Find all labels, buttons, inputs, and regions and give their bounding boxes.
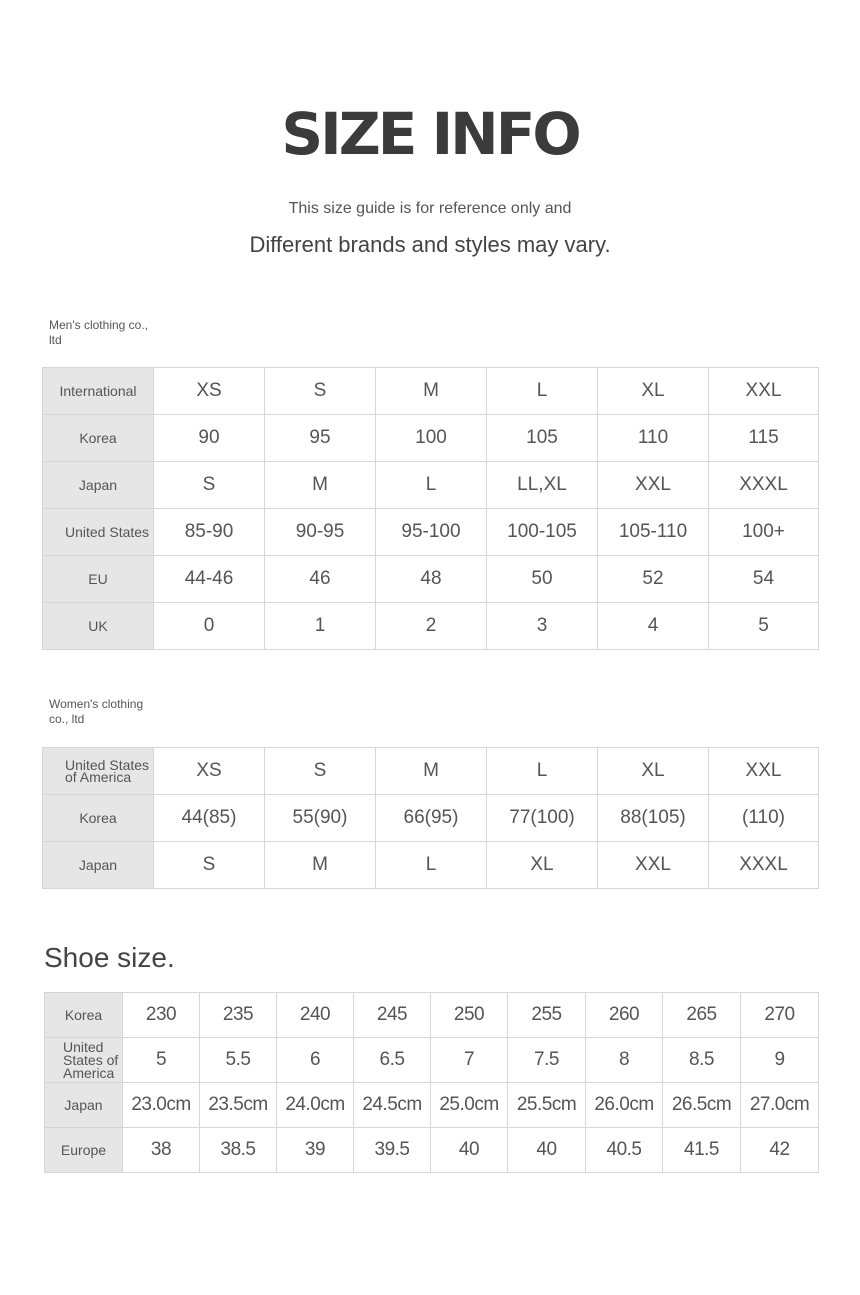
- table-cell: 6.5: [354, 1038, 431, 1083]
- table-cell: 110: [598, 415, 709, 462]
- table-cell: 245: [354, 993, 431, 1038]
- table-cell: L: [376, 462, 487, 509]
- table-cell: 41.5: [663, 1128, 741, 1173]
- table-row: [45, 1038, 819, 1083]
- table-cell: M: [376, 748, 487, 795]
- table-cell: 27.0cm: [741, 1083, 819, 1128]
- table-cell: XXL: [598, 842, 709, 889]
- table-cell: 40: [508, 1128, 586, 1173]
- row-header: Japan: [45, 1083, 123, 1128]
- table-row: [43, 509, 819, 556]
- table-cell: 4: [598, 603, 709, 650]
- table-cell: S: [154, 842, 265, 889]
- table-cell: 44-46: [154, 556, 265, 603]
- table-cell: LL,XL: [487, 462, 598, 509]
- row-header: United States of America: [43, 748, 154, 795]
- table-cell: 24.5cm: [354, 1083, 431, 1128]
- table-cell: XS: [154, 368, 265, 415]
- table-row: [43, 368, 819, 415]
- table-row: [43, 748, 819, 795]
- page-title: SIZE INFO: [281, 100, 579, 168]
- table-cell: 235: [200, 993, 277, 1038]
- table-cell: 39: [277, 1128, 354, 1173]
- table-row: [45, 1083, 819, 1128]
- table-cell: 85-90: [154, 509, 265, 556]
- table-cell: XL: [598, 748, 709, 795]
- table-cell: L: [487, 368, 598, 415]
- table-cell: 8.5: [663, 1038, 741, 1083]
- table-cell: 42: [741, 1128, 819, 1173]
- table-cell: 5: [709, 603, 819, 650]
- table-cell: XXXL: [709, 842, 819, 889]
- table-cell: (110): [709, 795, 819, 842]
- table-cell: 230: [123, 993, 200, 1038]
- table-cell: 7.5: [508, 1038, 586, 1083]
- table-row: [43, 795, 819, 842]
- shoe-size-table: [44, 992, 819, 1173]
- table-cell: 9: [741, 1038, 819, 1083]
- table-row: [43, 462, 819, 509]
- row-header: United States: [43, 509, 154, 556]
- table-cell: 1: [265, 603, 376, 650]
- table-cell: M: [376, 368, 487, 415]
- table-cell: 52: [598, 556, 709, 603]
- table-cell: L: [376, 842, 487, 889]
- row-header: EU: [43, 556, 154, 603]
- table-cell: 270: [741, 993, 819, 1038]
- table-row: [43, 556, 819, 603]
- womens-section-label: Women's clothing co., ltd: [49, 697, 144, 726]
- table-cell: 90-95: [265, 509, 376, 556]
- table-cell: 38: [123, 1128, 200, 1173]
- row-header: Korea: [43, 795, 154, 842]
- table-row: [45, 1128, 819, 1173]
- table-cell: 8: [586, 1038, 663, 1083]
- table-cell: 2: [376, 603, 487, 650]
- row-header: Europe: [45, 1128, 123, 1173]
- table-cell: XL: [487, 842, 598, 889]
- table-cell: 100: [376, 415, 487, 462]
- table-cell: 40: [431, 1128, 508, 1173]
- table-cell: 54: [709, 556, 819, 603]
- table-cell: 7: [431, 1038, 508, 1083]
- table-cell: 26.5cm: [663, 1083, 741, 1128]
- table-cell: 105-110: [598, 509, 709, 556]
- table-row: [45, 993, 819, 1038]
- table-cell: L: [487, 748, 598, 795]
- table-cell: XL: [598, 368, 709, 415]
- table-cell: 50: [487, 556, 598, 603]
- table-cell: 265: [663, 993, 741, 1038]
- table-cell: 66(95): [376, 795, 487, 842]
- table-row: [43, 842, 819, 889]
- table-cell: 23.5cm: [200, 1083, 277, 1128]
- table-cell: M: [265, 842, 376, 889]
- table-cell: S: [265, 748, 376, 795]
- shoe-section-title: Shoe size.: [44, 942, 175, 973]
- mens-size-table: [42, 367, 819, 650]
- table-cell: 23.0cm: [123, 1083, 200, 1128]
- table-cell: 255: [508, 993, 586, 1038]
- table-cell: 250: [431, 993, 508, 1038]
- table-cell: 115: [709, 415, 819, 462]
- table-cell: 95-100: [376, 509, 487, 556]
- table-cell: 240: [277, 993, 354, 1038]
- table-row: [43, 415, 819, 462]
- row-header: Japan: [43, 462, 154, 509]
- table-cell: 38.5: [200, 1128, 277, 1173]
- table-cell: 40.5: [586, 1128, 663, 1173]
- row-header: International: [43, 368, 154, 415]
- womens-size-table: [42, 747, 819, 889]
- table-cell: 6: [277, 1038, 354, 1083]
- table-cell: 90: [154, 415, 265, 462]
- table-cell: 5: [123, 1038, 200, 1083]
- table-cell: 3: [487, 603, 598, 650]
- row-header: United States of America: [45, 1038, 123, 1083]
- table-cell: 100+: [709, 509, 819, 556]
- table-cell: 105: [487, 415, 598, 462]
- table-cell: 100-105: [487, 509, 598, 556]
- table-cell: 95: [265, 415, 376, 462]
- table-cell: XXXL: [709, 462, 819, 509]
- table-cell: 55(90): [265, 795, 376, 842]
- table-cell: 0: [154, 603, 265, 650]
- row-header: Korea: [43, 415, 154, 462]
- table-cell: 46: [265, 556, 376, 603]
- table-cell: 24.0cm: [277, 1083, 354, 1128]
- table-cell: 77(100): [487, 795, 598, 842]
- subtitle-line-2: Different brands and styles may vary.: [249, 232, 611, 257]
- table-cell: S: [154, 462, 265, 509]
- table-cell: 25.0cm: [431, 1083, 508, 1128]
- mens-section-label: Men's clothing co., ltd: [49, 318, 149, 347]
- table-cell: XXL: [709, 368, 819, 415]
- table-cell: M: [265, 462, 376, 509]
- row-header: Korea: [45, 993, 123, 1038]
- table-cell: 26.0cm: [586, 1083, 663, 1128]
- table-cell: S: [265, 368, 376, 415]
- table-cell: XS: [154, 748, 265, 795]
- table-cell: 260: [586, 993, 663, 1038]
- table-row: [43, 603, 819, 650]
- table-cell: 48: [376, 556, 487, 603]
- table-cell: 5.5: [200, 1038, 277, 1083]
- row-header: Japan: [43, 842, 154, 889]
- table-cell: 25.5cm: [508, 1083, 586, 1128]
- table-cell: XXL: [598, 462, 709, 509]
- table-cell: XXL: [709, 748, 819, 795]
- table-cell: 88(105): [598, 795, 709, 842]
- row-header: UK: [43, 603, 154, 650]
- table-cell: 44(85): [154, 795, 265, 842]
- subtitle-line-1: This size guide is for reference only and: [288, 200, 572, 217]
- table-cell: 39.5: [354, 1128, 431, 1173]
